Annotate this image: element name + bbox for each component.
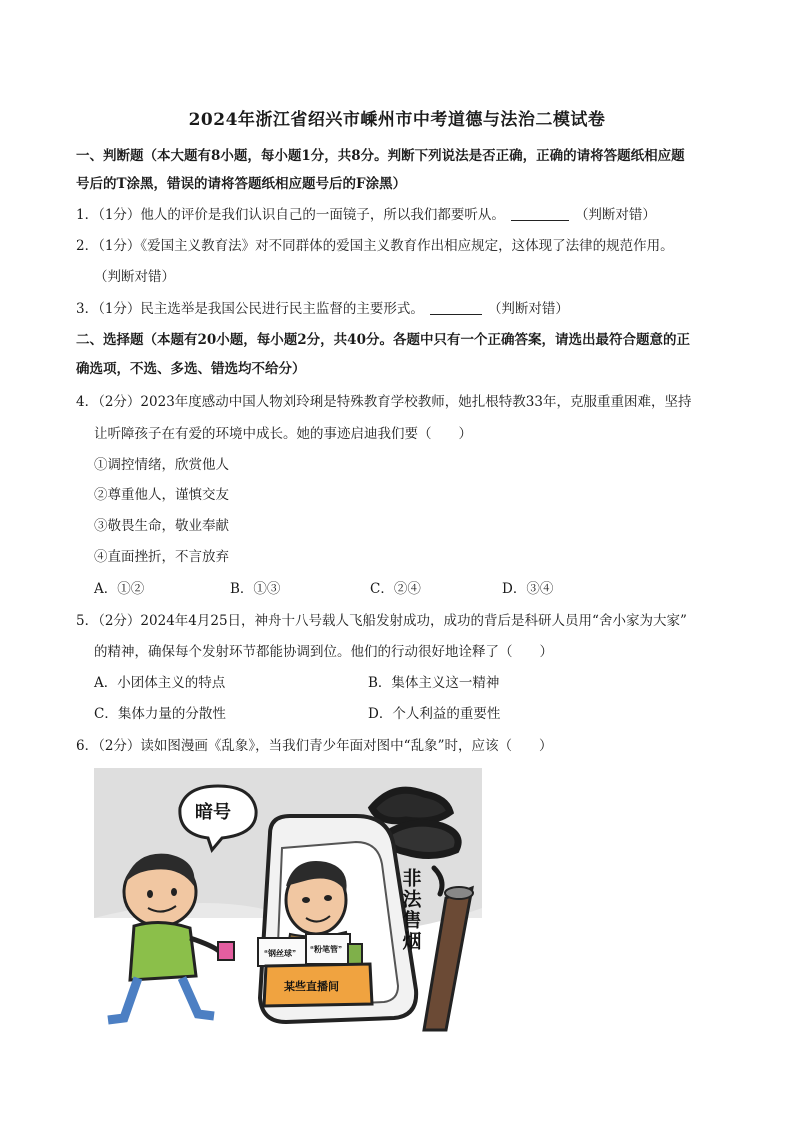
question-1-tail: （判断对错） [574, 207, 656, 223]
box-label-2: “粉笔管” [310, 945, 342, 954]
question-3 [76, 299, 726, 319]
cartoon-image [94, 768, 482, 1038]
counter-label: 某些直播间 [284, 981, 339, 993]
answer-blank [511, 206, 569, 221]
question-5-option-a: A．小团体主义的特点 [94, 675, 226, 691]
question-1-text: 1．（1分）他人的评价是我们认识自己的一面镜子，所以我们都要听从。 [76, 207, 505, 223]
question-5-option-d: D．个人利益的重要性 [368, 706, 501, 722]
phone-in-hand [218, 942, 234, 960]
answer-blank [430, 300, 482, 315]
question-5-line2: 的精神，确保每个发射环节都能协调到位。他们的行动很好地诠释了（ ） [94, 644, 553, 660]
question-5-option-c: C．集体力量的分散性 [94, 706, 226, 722]
question-4-item-4: ④直面挫折，不言放弃 [94, 549, 229, 565]
question-2-line2: （判断对错） [94, 269, 175, 285]
section1-heading-line2: 号后的T涂黑，错误的请将答题纸相应题号后的F涂黑） [76, 176, 407, 192]
question-5-option-b: B．集体主义这一精神 [368, 675, 500, 691]
question-4-option-c: C．②④ [370, 581, 421, 597]
bubble-text: 暗号 [195, 802, 231, 822]
question-4-option-a: A．①② [94, 581, 145, 597]
product-boxes [258, 934, 362, 966]
question-4-item-2: ②尊重他人，谨慎交友 [94, 487, 229, 503]
question-4-item-3: ③敬畏生命，敬业奉献 [94, 518, 229, 534]
question-4-line1: 4．（2分）2023年度感动中国人物刘玲琍是特殊教育学校教师，她扎根特教33年，克服重重困难，坚持 [76, 394, 692, 410]
question-2-line1: 2．（1分）《爱国主义教育法》对不同群体的爱国主义教育作出相应规定，这体现了法律的规范作用。 [76, 238, 674, 254]
question-3-tail: （判断对错） [487, 301, 569, 317]
question-4-line2: 让听障孩子在有爱的环境中成长。她的事迹启迪我们要（ ） [94, 426, 472, 442]
question-3-text: 3．（1分）民主选举是我国公民进行民主监督的主要形式。 [76, 301, 424, 317]
box-label-1: “钢丝球” [264, 949, 296, 958]
section1-heading-line1: 一、判断题（本大题有8小题，每小题1分，共8分。判断下列说法是否正确，正确的请将答题纸相应题 [76, 148, 685, 164]
cartoon-sign-text: 非法售烟 [399, 868, 421, 952]
section2-heading-line1: 二、选择题（本题有20小题，每小题2分，共40分。各题中只有一个正确答案，请选出最符合题意的正 [76, 332, 690, 348]
question-4-option-b: B．①③ [230, 581, 281, 597]
section2-heading-line2: 确选项，不选、多选、错选均不给分） [76, 361, 306, 377]
live-stream-counter [264, 964, 372, 1006]
question-6: 6．（2分）读如图漫画《乱象》，当我们青少年面对图中“乱象”时，应该（ ） [76, 738, 553, 754]
question-4-item-1: ①调控情绪，欣赏他人 [94, 457, 229, 473]
page-title: 2024年浙江省绍兴市嵊州市中考道德与法治二模试卷 [188, 110, 606, 130]
question-4-option-d: D．③④ [502, 581, 554, 597]
question-1 [76, 205, 726, 225]
question-5-line1: 5．（2分）2024年4月25日，神舟十八号载人飞船发射成功，成功的背后是科研人员用“舍小家为大家” [76, 613, 687, 629]
